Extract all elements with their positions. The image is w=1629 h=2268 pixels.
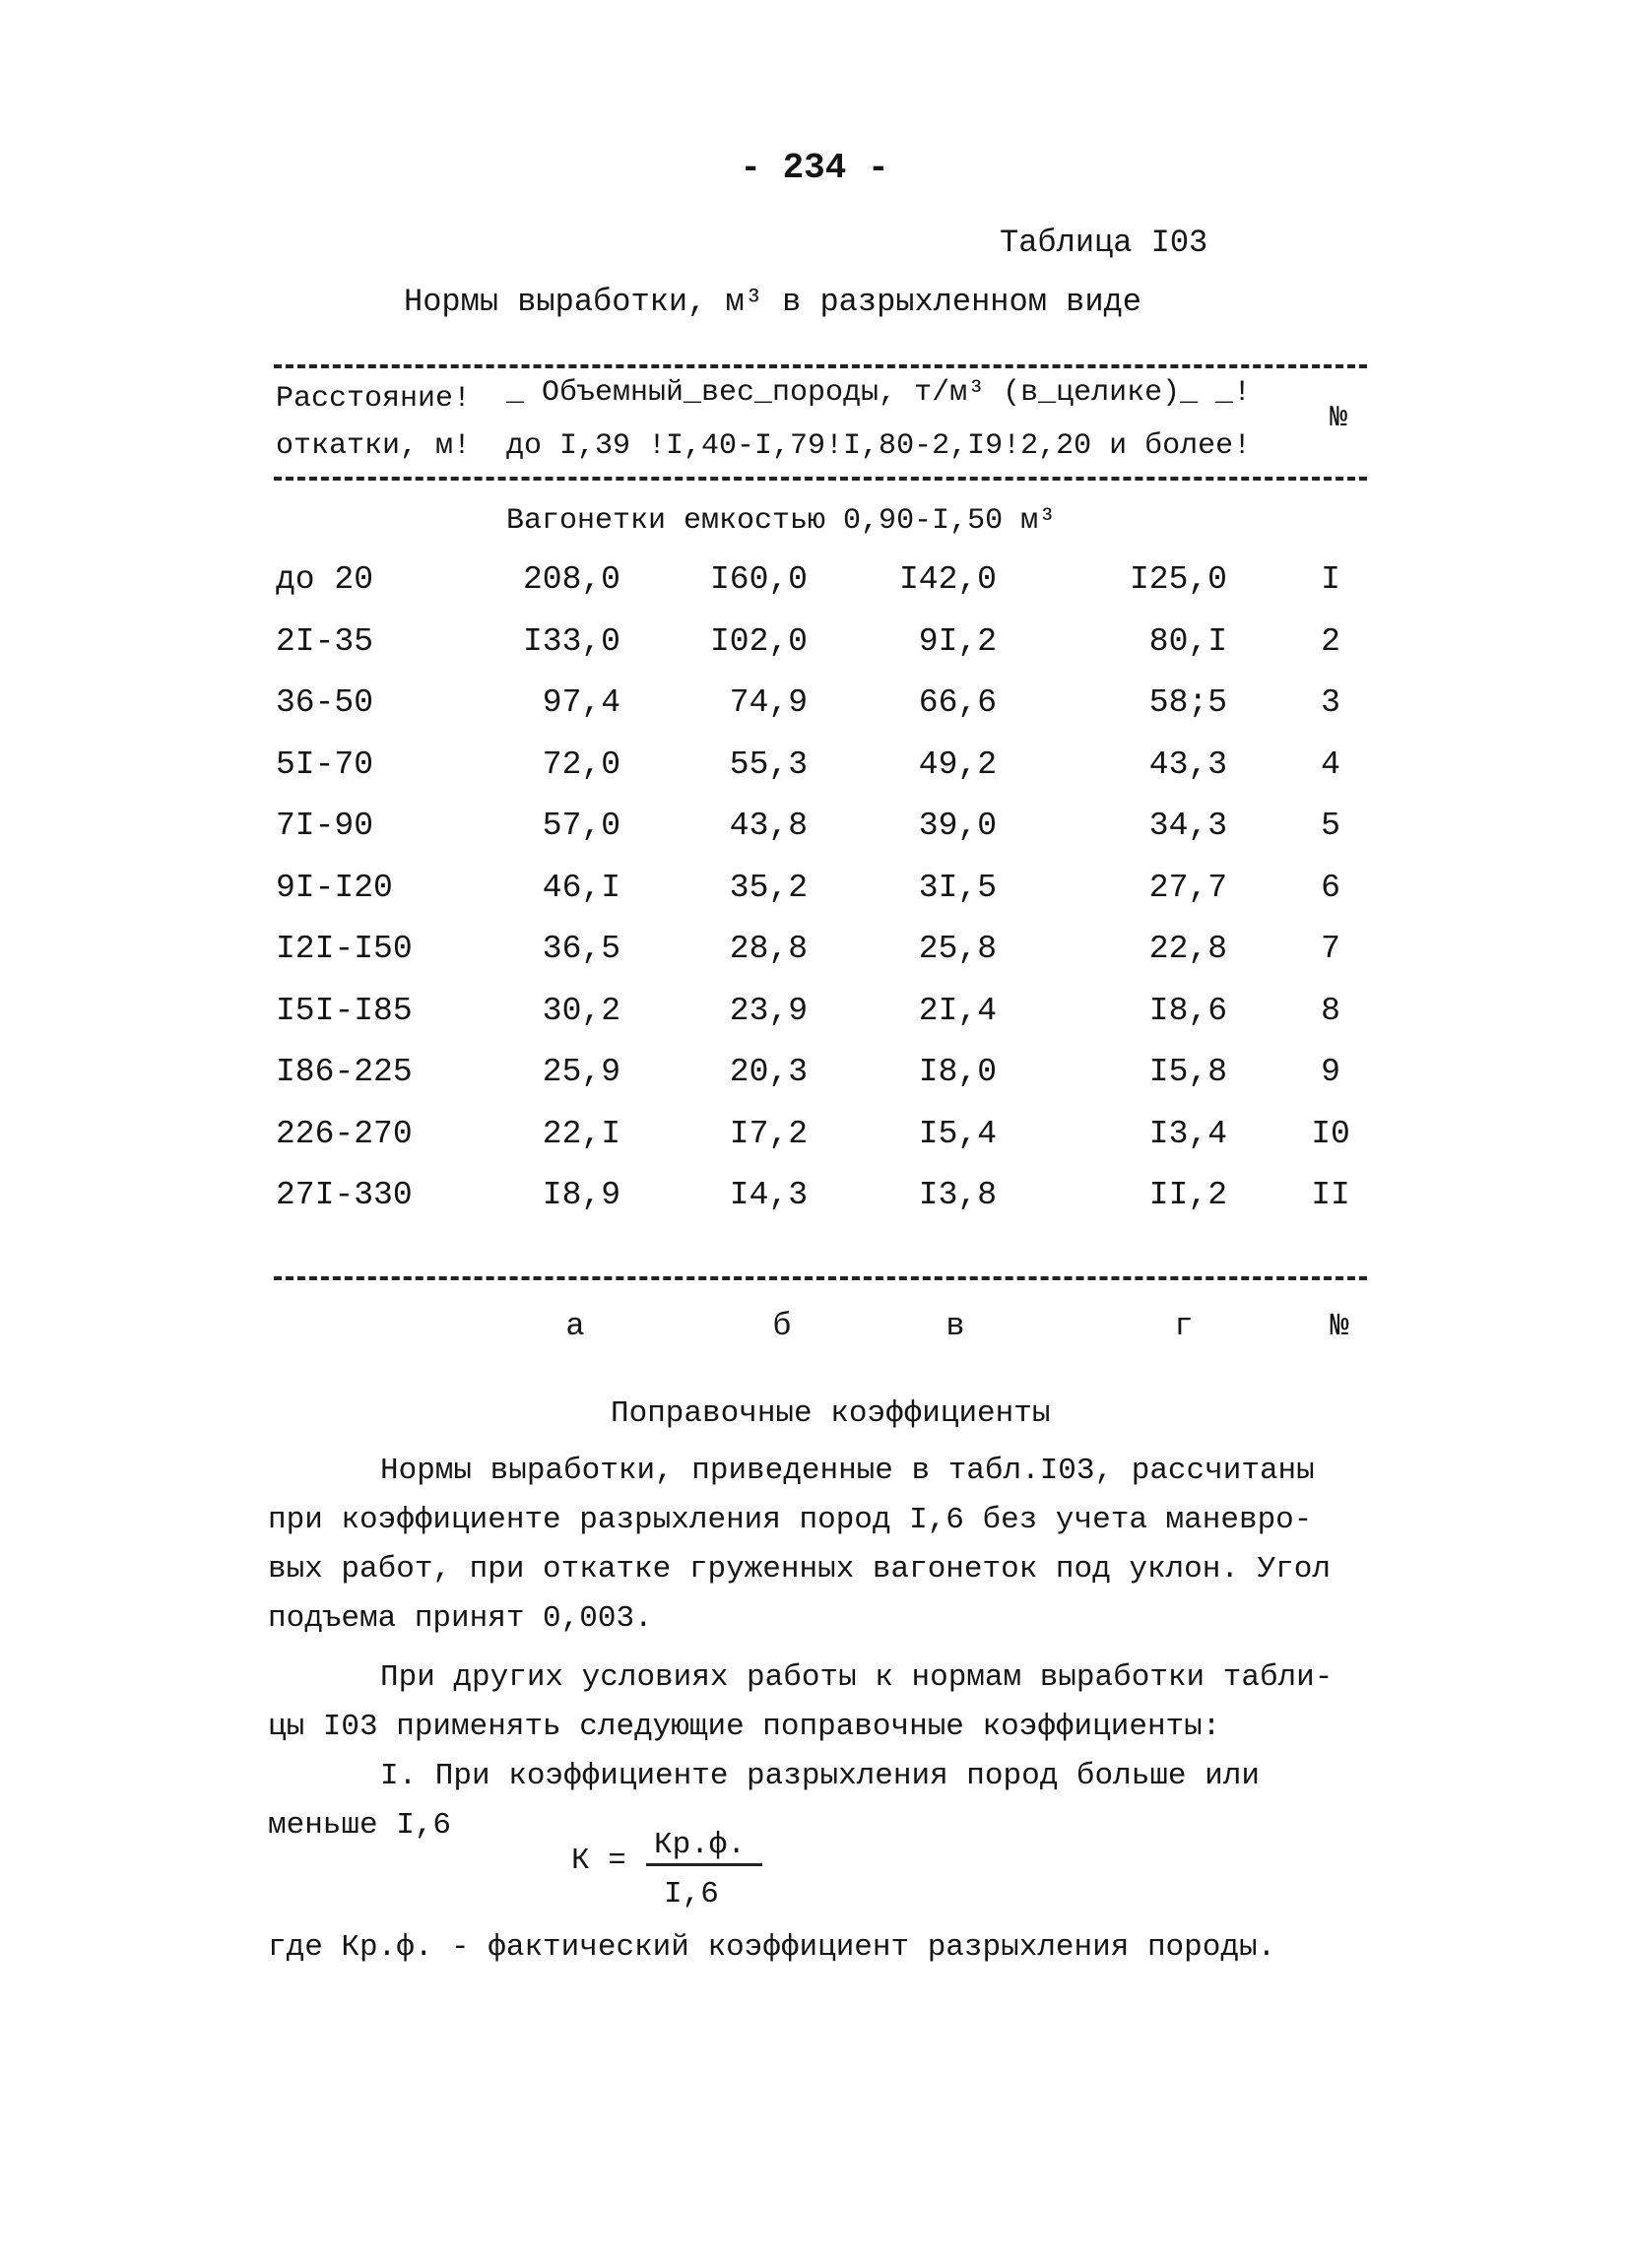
cell-distance: 27I-330	[276, 1177, 413, 1213]
cell-number: II	[1311, 1177, 1350, 1213]
cell-number: 3	[1321, 684, 1340, 721]
page-number: - 234 -	[740, 148, 889, 188]
cell-c: I3,8	[918, 1177, 997, 1213]
cell-distance: до 20	[276, 561, 374, 598]
cell-distance: I86-225	[276, 1054, 413, 1090]
formula-lhs: К =	[571, 1844, 626, 1878]
cell-d: 27,7	[1148, 869, 1227, 906]
cell-a: 36,5	[542, 931, 620, 967]
cell-distance: I2I-I50	[276, 931, 413, 967]
cell-d: I25,0	[1129, 561, 1227, 598]
cell-c: 2I,4	[918, 992, 997, 1029]
cell-number: 5	[1321, 808, 1340, 844]
cell-number: 9	[1321, 1054, 1340, 1090]
cell-d: I3,4	[1148, 1115, 1227, 1152]
cell-number: 4	[1321, 745, 1340, 783]
paragraph1-line3: вых работ, при откатке груженных вагонеток под уклон. Угол	[268, 1552, 1331, 1587]
header-col1-line2: откатки, м!	[276, 429, 472, 463]
cell-number: I	[1321, 561, 1340, 598]
section-label: Вагонетки емкостью 0,90-I,50 м³	[506, 504, 1057, 538]
cell-a: I33,0	[522, 622, 620, 660]
cell-a: 46,I	[542, 869, 620, 906]
cell-distance: I5I-I85	[276, 992, 413, 1029]
cell-b: 28,8	[729, 931, 808, 967]
cell-c: 3I,5	[918, 869, 997, 906]
cell-c: I8,0	[918, 1054, 997, 1090]
table-top-rule	[274, 364, 1367, 368]
paragraph2-line1: При других условиях работы к нормам выработки табли-	[380, 1660, 1334, 1695]
cell-d: 22,8	[1148, 931, 1227, 967]
cell-number: 7	[1321, 931, 1340, 967]
column-letter-b: б	[772, 1308, 792, 1344]
cell-number: 8	[1321, 992, 1340, 1029]
cell-c: 66,6	[918, 684, 997, 721]
header-bottom-rule	[274, 477, 1367, 481]
cell-a: 72,0	[542, 745, 620, 783]
cell-b: 43,8	[729, 808, 808, 844]
cell-b: 55,3	[729, 745, 808, 783]
cell-b: 23,9	[729, 992, 808, 1029]
cell-d: 80,I	[1148, 622, 1227, 660]
cell-c: I5,4	[918, 1115, 997, 1152]
cell-b: I02,0	[709, 622, 808, 660]
cell-a: 22,I	[542, 1115, 620, 1152]
header-group-label: _ Объемный_вес_породы, т/м³ (в_целике)_ _!	[506, 376, 1252, 410]
header-ranges: до I,39 !I,40-I,79!I,80-2,I9!2,20 и более!	[506, 429, 1252, 463]
cell-d: 58;5	[1148, 684, 1227, 721]
item1-line1: I. При коэффициенте разрыхления пород больше или	[380, 1759, 1260, 1793]
paragraph1-line2: при коэффициенте разрыхления пород I,6 без учета маневро-	[268, 1503, 1313, 1537]
cell-c: 49,2	[918, 745, 997, 783]
cell-distance: 7I-90	[276, 808, 374, 844]
cell-c: I42,0	[898, 561, 997, 598]
column-letter-c: в	[945, 1308, 965, 1344]
cell-number: 2	[1321, 622, 1340, 660]
cell-distance: 226-270	[276, 1115, 413, 1152]
cell-a: 30,2	[542, 992, 620, 1029]
table-label: Таблица I03	[1000, 225, 1208, 261]
paragraph1-line4: подъема принят 0,003.	[268, 1601, 653, 1636]
cell-c: 25,8	[918, 931, 997, 967]
cell-b: 35,2	[729, 869, 808, 906]
item1-line2: меньше I,6	[268, 1808, 452, 1843]
formula-denominator: I,6	[664, 1877, 719, 1912]
cell-d: I8,6	[1148, 992, 1227, 1029]
cell-a: 208,0	[522, 561, 620, 598]
column-letter-a: а	[565, 1308, 585, 1344]
cell-b: I60,0	[709, 561, 808, 598]
section-heading: Поправочные коэффициенты	[611, 1396, 1051, 1431]
header-number-label: №	[1330, 402, 1348, 435]
cell-a: 25,9	[542, 1054, 620, 1090]
fraction-bar	[646, 1863, 762, 1866]
cell-a: I8,9	[542, 1177, 620, 1213]
cell-d: I5,8	[1148, 1054, 1227, 1090]
formula-numerator: Кр.ф.	[654, 1828, 747, 1862]
cell-c: 9I,2	[918, 622, 997, 660]
column-letter-d: г	[1174, 1308, 1194, 1344]
where-text: где Кр.ф. - фактический коэффициент разрыхления породы.	[268, 1930, 1276, 1965]
header-col1-line1: Расстояние!	[276, 382, 472, 416]
cell-b: 74,9	[729, 684, 808, 721]
cell-distance: 2I-35	[276, 622, 374, 660]
column-letter-no: №	[1330, 1308, 1349, 1344]
cell-c: 39,0	[918, 808, 997, 844]
cell-number: 6	[1321, 869, 1340, 906]
cell-a: 57,0	[542, 808, 620, 844]
table-bottom-rule	[274, 1276, 1367, 1280]
cell-distance: 36-50	[276, 684, 374, 721]
cell-d: II,2	[1148, 1177, 1227, 1213]
table-title: Нормы выработки, м³ в разрыхленном виде	[404, 284, 1141, 320]
cell-distance: 5I-70	[276, 745, 374, 783]
cell-distance: 9I-I20	[276, 869, 393, 906]
paragraph1-line1: Нормы выработки, приведенные в табл.I03, рассчитаны	[380, 1454, 1315, 1488]
cell-d: 34,3	[1148, 808, 1227, 844]
cell-a: 97,4	[542, 684, 620, 721]
cell-b: I4,3	[729, 1177, 808, 1213]
cell-number: I0	[1311, 1115, 1350, 1152]
cell-b: I7,2	[729, 1115, 808, 1152]
cell-b: 20,3	[729, 1054, 808, 1090]
paragraph2-line2: цы I03 применять следующие поправочные коэффициенты:	[268, 1710, 1221, 1744]
cell-d: 43,3	[1148, 745, 1227, 783]
